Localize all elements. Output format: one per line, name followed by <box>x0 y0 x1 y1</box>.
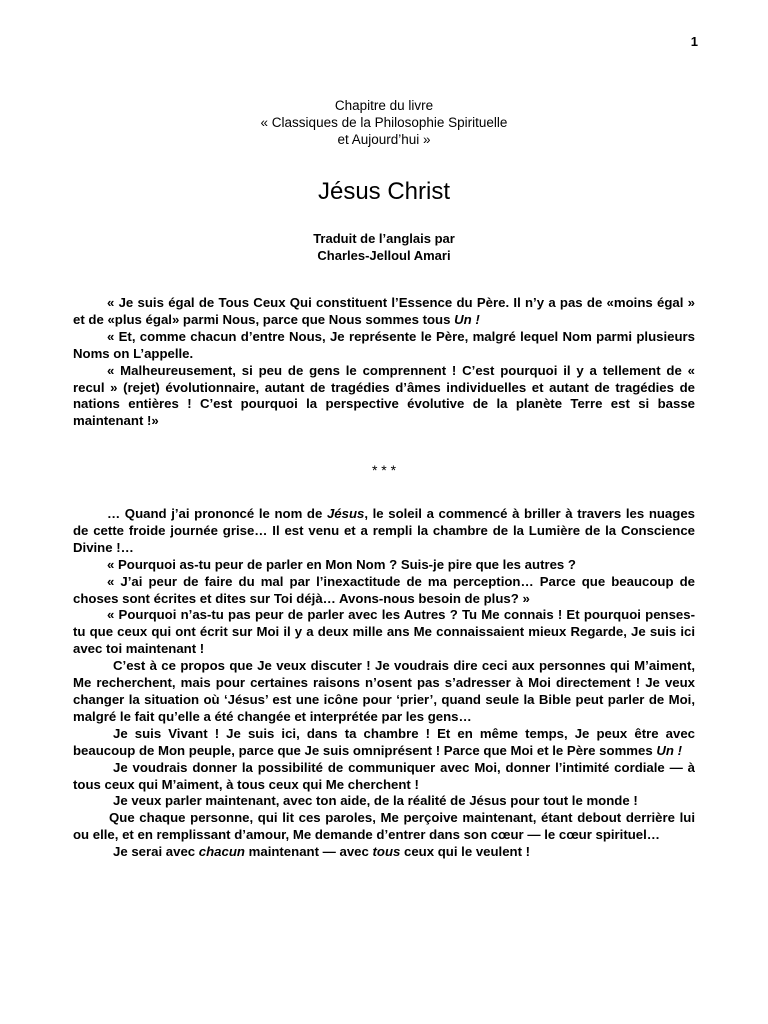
emphasis-text: Jésus <box>326 506 365 521</box>
dialogue-section <box>73 506 695 861</box>
book-ref-line-1: Chapitre du livre <box>334 98 434 113</box>
paragraph-text: … Quand j’ai prononcé le nom de <box>107 506 327 521</box>
chapter-title: Jésus Christ <box>317 178 451 205</box>
paragraph: Que chaque personne, qui lit ces paroles, Me perçoive maintenant, étant debout derrière lui ou elle, et en remplissant d’amour, Me demande d’entrer dans son cœur — le cœur spirituel… <box>73 810 695 843</box>
translator-credit <box>0 230 768 264</box>
paragraph: « J’ai peur de faire du mal par l’inexactitude de ma perception… Parce que beaucoup de choses sont écrites et dites sur Toi déjà… Avons-nous besoin de plus? » <box>73 573 695 606</box>
translator-line-1: Traduit de l’anglais par <box>313 231 455 246</box>
paragraph-text: Je suis Vivant ! Je suis ici, dans ta chambre ! Et en même temps, Je peux être avec beaucoup de Mon peuple, parce que Je suis omniprésent ! Parce que Moi et le Père sommes <box>73 725 695 758</box>
emphasis-text: chacun <box>198 844 245 860</box>
book-ref-line-2: « Classiques de la Philosophie Spirituelle <box>260 115 508 130</box>
paragraph: Je veux parler maintenant, avec ton aide, de la réalité de Jésus pour tout le monde ! <box>113 793 638 809</box>
book-ref-line-3: et Aujourd’hui » <box>337 132 431 147</box>
page-number: 1 <box>690 34 698 49</box>
book-reference <box>0 97 768 148</box>
paragraph <box>73 295 695 329</box>
paragraph: « Pourquoi n’as-tu pas peur de parler avec les Autres ? Tu Me connais ! Et pourquoi penses-tu que ceux qui ont écrit sur Moi il y a deux mille ans Me connaissaient mieux Regarde, Je suis ici avec toi maintenant ! <box>73 607 695 657</box>
paragraph: Je voudrais donner la possibilité de communiquer avec Moi, donner l’intimité cordiale — à tous ceux qui M’aiment, à tous ceux qui Me cherchent ! <box>73 759 695 792</box>
paragraph-text: , le soleil a commencé à briller à travers les nuages de cette froide journée grise… Il est venu et a rempli la chambre de la Lumière de la Conscience Divine !… <box>73 506 695 555</box>
emphasis-text: Un ! <box>454 311 480 327</box>
paragraph: « Et, comme chacun d’entre Nous, Je représente le Père, malgré lequel Nom parmi plusieurs Noms on L’appelle. <box>73 328 695 361</box>
paragraph: C’est à ce propos que Je veux discuter ! Je voudrais dire ceci aux personnes qui M’aiment, Me recherchent, mais pour certaines raisons n’osent pas s’adresser à Moi directement ! Je veux changer la situation où ‘Jésus’ est une icône pour ‘prier’, quand seule la Bible peut parler de Moi, malgré le fait qu’elle a été changée et interprétée par les gens… <box>73 658 695 724</box>
paragraph <box>73 726 695 760</box>
paragraph: « Malheureusement, si peu de gens le comprennent ! C’est pourquoi il y a tellement de « recul » (rejet) évolutionnaire, autant de tragédies d’âmes individuelles et autant de tragédies de nations entières ! C’est pourquoi la perspective évolutive de la planète Terre est si basse maintenant !» <box>73 362 695 429</box>
paragraph-text: Je serai avec <box>113 844 199 860</box>
translator-name: Charles-Jelloul Amari <box>317 248 451 263</box>
emphasis-text: Un ! <box>656 742 682 758</box>
opening-quote-section <box>73 295 695 430</box>
paragraph-text: maintenant — avec <box>244 844 373 860</box>
paragraph-text: ceux qui le veulent ! <box>400 844 531 860</box>
section-separator: * * * <box>371 462 397 478</box>
paragraph <box>73 844 695 861</box>
paragraph: « Pourquoi as-tu peur de parler en Mon Nom ? Suis-je pire que les autres ? <box>107 556 576 572</box>
paragraph <box>73 506 695 557</box>
emphasis-text: tous <box>372 844 401 860</box>
paragraph-text: « Je suis égal de Tous Ceux Qui constituent l’Essence du Père. Il n’y a pas de «moins égal » et de «plus égal» parmi Nous, parce que Nous sommes tous <box>73 295 695 327</box>
